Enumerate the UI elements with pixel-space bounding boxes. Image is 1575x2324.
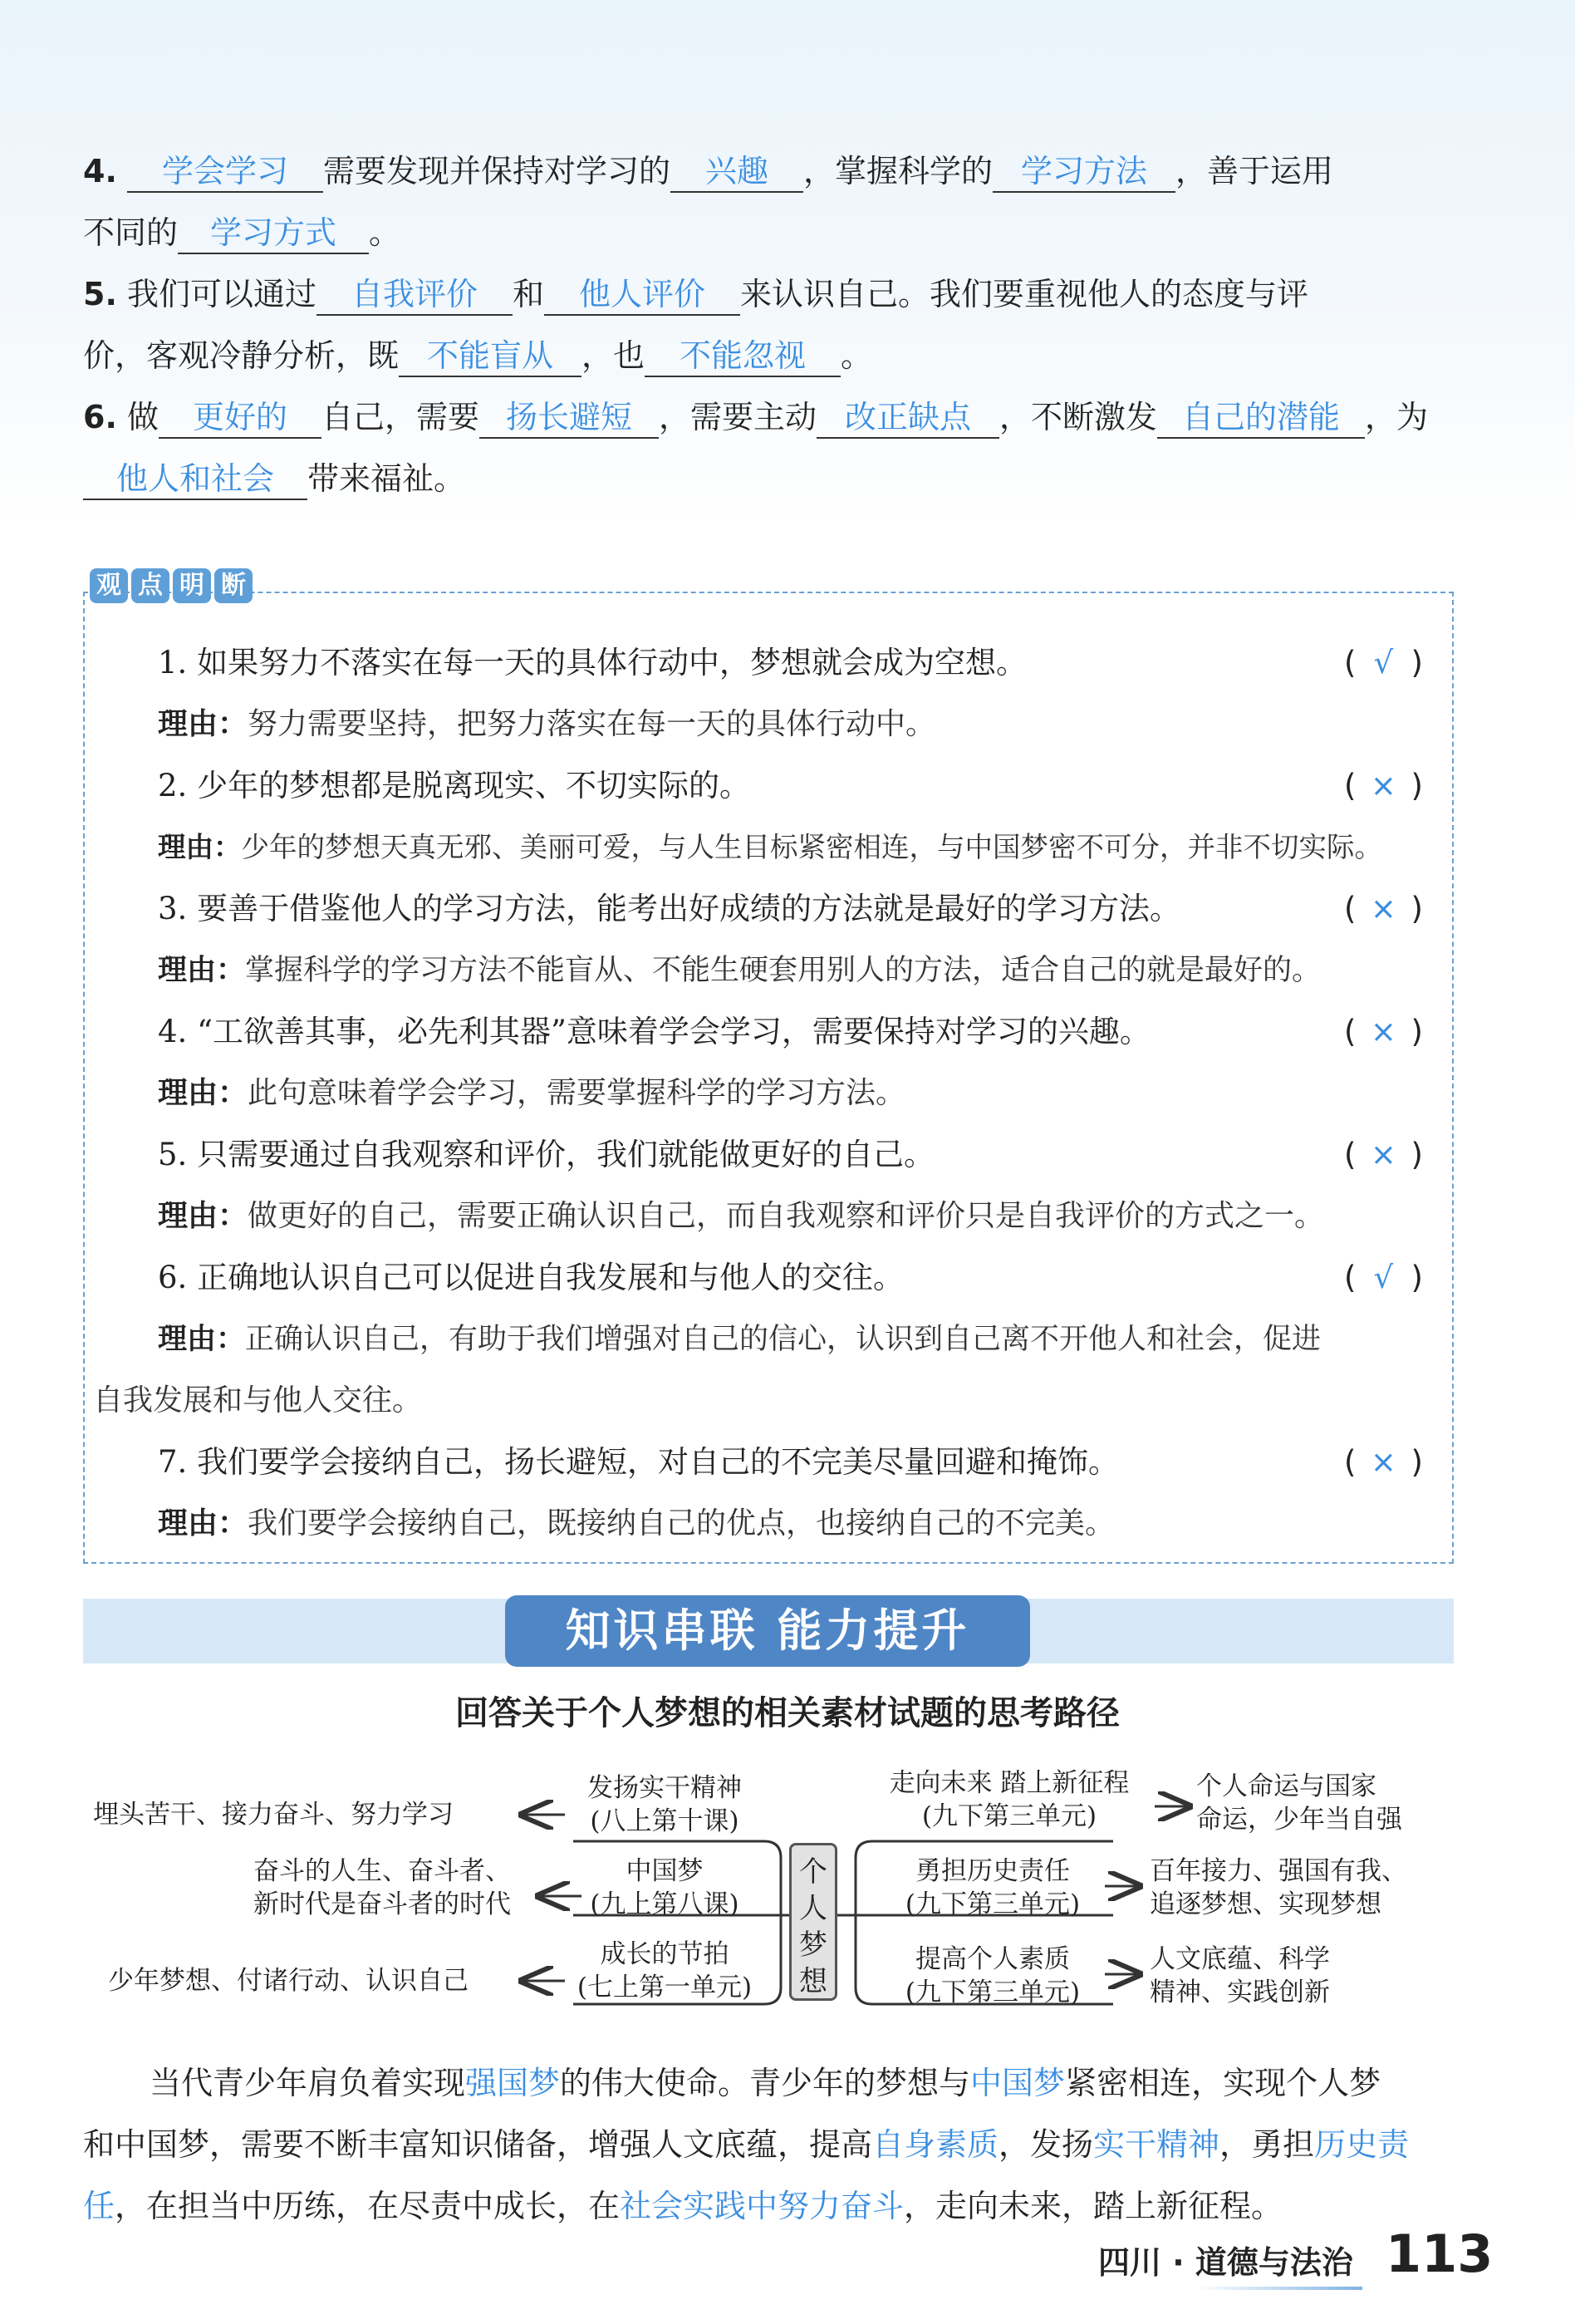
right-node-2: 勇担历史责任 (九下第三单元) xyxy=(905,1856,1081,1919)
statement-6: 6. 正确地认识自己可以促进自我发展和与他人的交往。 xyxy=(158,1260,905,1295)
right-node-1: 走向未来 踏上新征程 (九下第三单元) xyxy=(889,1768,1130,1831)
statement-1: 1. 如果努力不落实在每一天的具体行动中，梦想就会成为空想。 xyxy=(158,645,1028,680)
statement-2: 2. 少年的梦想都是脱离现实、不切实际的。 xyxy=(158,768,751,803)
left-outer-1: 埋头苦干、接力奋斗、努力学习 xyxy=(93,1800,454,1830)
answer-blank: 改正缺点 xyxy=(817,397,999,439)
reason-7: 理由：我们要学会接纳自己，既接纳自己的优点，也接纳自己的不完美。 xyxy=(158,1506,1116,1540)
fill-q6-line2: 他人和社会 带来福祉。 xyxy=(83,455,1454,502)
footer-book-label: 四川 · 道德与法治 xyxy=(1098,2244,1353,2281)
answer-blank: 兴趣 xyxy=(670,151,803,193)
center-node-personal-dream: 个 人 梦 想 xyxy=(789,1843,837,2001)
judge-mark-5: ( × ) xyxy=(1344,1137,1423,1172)
judge-mark-6: ( √ ) xyxy=(1344,1260,1423,1295)
right-outer-2: 百年接力、强国有我、 追逐梦想、实现梦想 xyxy=(1150,1856,1407,1919)
answer-blank: 自我评价 xyxy=(316,274,513,316)
answer-blank: 学会学习 xyxy=(127,151,323,193)
reason-5: 理由：做更好的自己，需要正确认识自己，而自我观察和评价只是自我评价的方式之一。 xyxy=(158,1199,1325,1233)
answer-blank: 不能忽视 xyxy=(645,336,841,377)
judge-mark-7: ( × ) xyxy=(1344,1444,1423,1480)
left-outer-2: 奋斗的人生、奋斗者、 新时代是奋斗者的时代 xyxy=(253,1856,511,1919)
right-outer-3: 人文底蕴、科学 精神、实践创新 xyxy=(1150,1944,1330,2007)
statement-3: 3. 要善于借鉴他人的学习方法，能考出好成绩的方法就是最好的学习方法。 xyxy=(158,891,1181,926)
footer-rule xyxy=(1196,2287,1362,2290)
judge-mark-1: ( √ ) xyxy=(1344,645,1423,680)
reason-6-cont: 自我发展和与他人交往。 xyxy=(93,1383,423,1417)
right-node-3: 提高个人素质 (九下第三单元) xyxy=(905,1944,1081,2007)
reason-4: 理由：此句意味着学会学习，需要掌握科学的学习方法。 xyxy=(158,1076,906,1110)
summary-line-2: 和中国梦，需要不断丰富知识储备，增强人文底蕴，提高自身素质，发扬实干精神，勇担历史责 xyxy=(83,2126,1410,2163)
section-tag-judgement: 观 点 明 断 xyxy=(90,568,253,603)
section-banner: 知识串联 能力提升 xyxy=(505,1595,1030,1667)
answer-blank: 自己的潜能 xyxy=(1157,397,1365,439)
right-outer-1: 个人命运与国家 命运，少年当自强 xyxy=(1196,1771,1402,1835)
answer-blank: 学习方式 xyxy=(178,213,369,254)
statement-4: 4. “工欲善其事，必先利其器”意味着学会学习，需要保持对学习的兴趣。 xyxy=(158,1014,1151,1049)
left-node-2: 中国梦 (九上第八课) xyxy=(590,1856,739,1919)
summary-line-3: 任，在担当中历练，在尽责中成长，在社会实践中努力奋斗，走向未来，踏上新征程。 xyxy=(83,2188,1283,2224)
statement-5: 5. 只需要通过自我观察和评价，我们就能做更好的自己。 xyxy=(158,1137,935,1172)
fill-q6-line1: 6. 做 更好的 自己，需要 扬长避短 ，需要主动 改正缺点 ，不断激发 自己的潜能 ，为 xyxy=(83,394,1454,440)
summary-line-1: 当代青少年肩负着实现强国梦的伟大使命。青少年的梦想与中国梦紧密相连，实现个人梦 xyxy=(150,2065,1381,2101)
page-number: 113 xyxy=(1386,2223,1494,2284)
diagram-title: 回答关于个人梦想的相关素材试题的思考路径 xyxy=(455,1694,1120,1732)
reason-2: 理由：少年的梦想天真无邪、美丽可爱，与人生目标紧密相连，与中国梦密不可分，并非不切实际。 xyxy=(158,831,1382,863)
fill-q5-line1: 5. 我们可以通过 自我评价 和 他人评价 来认识自己。我们要重视他人的态度与评 xyxy=(83,271,1454,317)
fill-q5-line2: 价，客观冷静分析，既 不能盲从 ，也 不能忽视 。 xyxy=(83,332,1454,379)
statement-7: 7. 我们要学会接纳自己，扬长避短，对自己的不完美尽量回避和掩饰。 xyxy=(158,1444,1120,1480)
answer-blank: 不能盲从 xyxy=(399,336,581,377)
judge-mark-2: ( × ) xyxy=(1344,768,1423,803)
reason-3: 理由：掌握科学的学习方法不能盲从、不能生硬套用别人的方法，适合自己的就是最好的。 xyxy=(158,954,1322,987)
answer-blank: 更好的 xyxy=(159,397,321,439)
answer-blank: 扬长避短 xyxy=(479,397,659,439)
left-node-1: 发扬实干精神 (八上第十课) xyxy=(587,1773,742,1836)
left-outer-3: 少年梦想、付诸行动、认识自己 xyxy=(108,1966,469,1996)
judge-mark-4: ( × ) xyxy=(1344,1014,1423,1049)
fill-q4-line2: 不同的 学习方式 。 xyxy=(83,209,1454,256)
answer-blank: 他人评价 xyxy=(544,274,740,316)
answer-blank: 他人和社会 xyxy=(83,459,307,500)
judge-mark-3: ( × ) xyxy=(1344,891,1423,926)
reason-6: 理由：正确认识自己，有助于我们增强对自己的信心，认识到自己离不开他人和社会，促进 xyxy=(158,1323,1322,1356)
fill-q4-line1: 4. 学会学习 需要发现并保持对学习的 兴趣 ，掌握科学的 学习方法 ，善于运用 xyxy=(83,148,1454,194)
answer-blank: 学习方法 xyxy=(993,151,1175,193)
left-node-3: 成长的节拍 (七上第一单元) xyxy=(577,1939,753,2002)
reason-1: 理由：努力需要坚持，把努力落实在每一天的具体行动中。 xyxy=(158,707,936,741)
